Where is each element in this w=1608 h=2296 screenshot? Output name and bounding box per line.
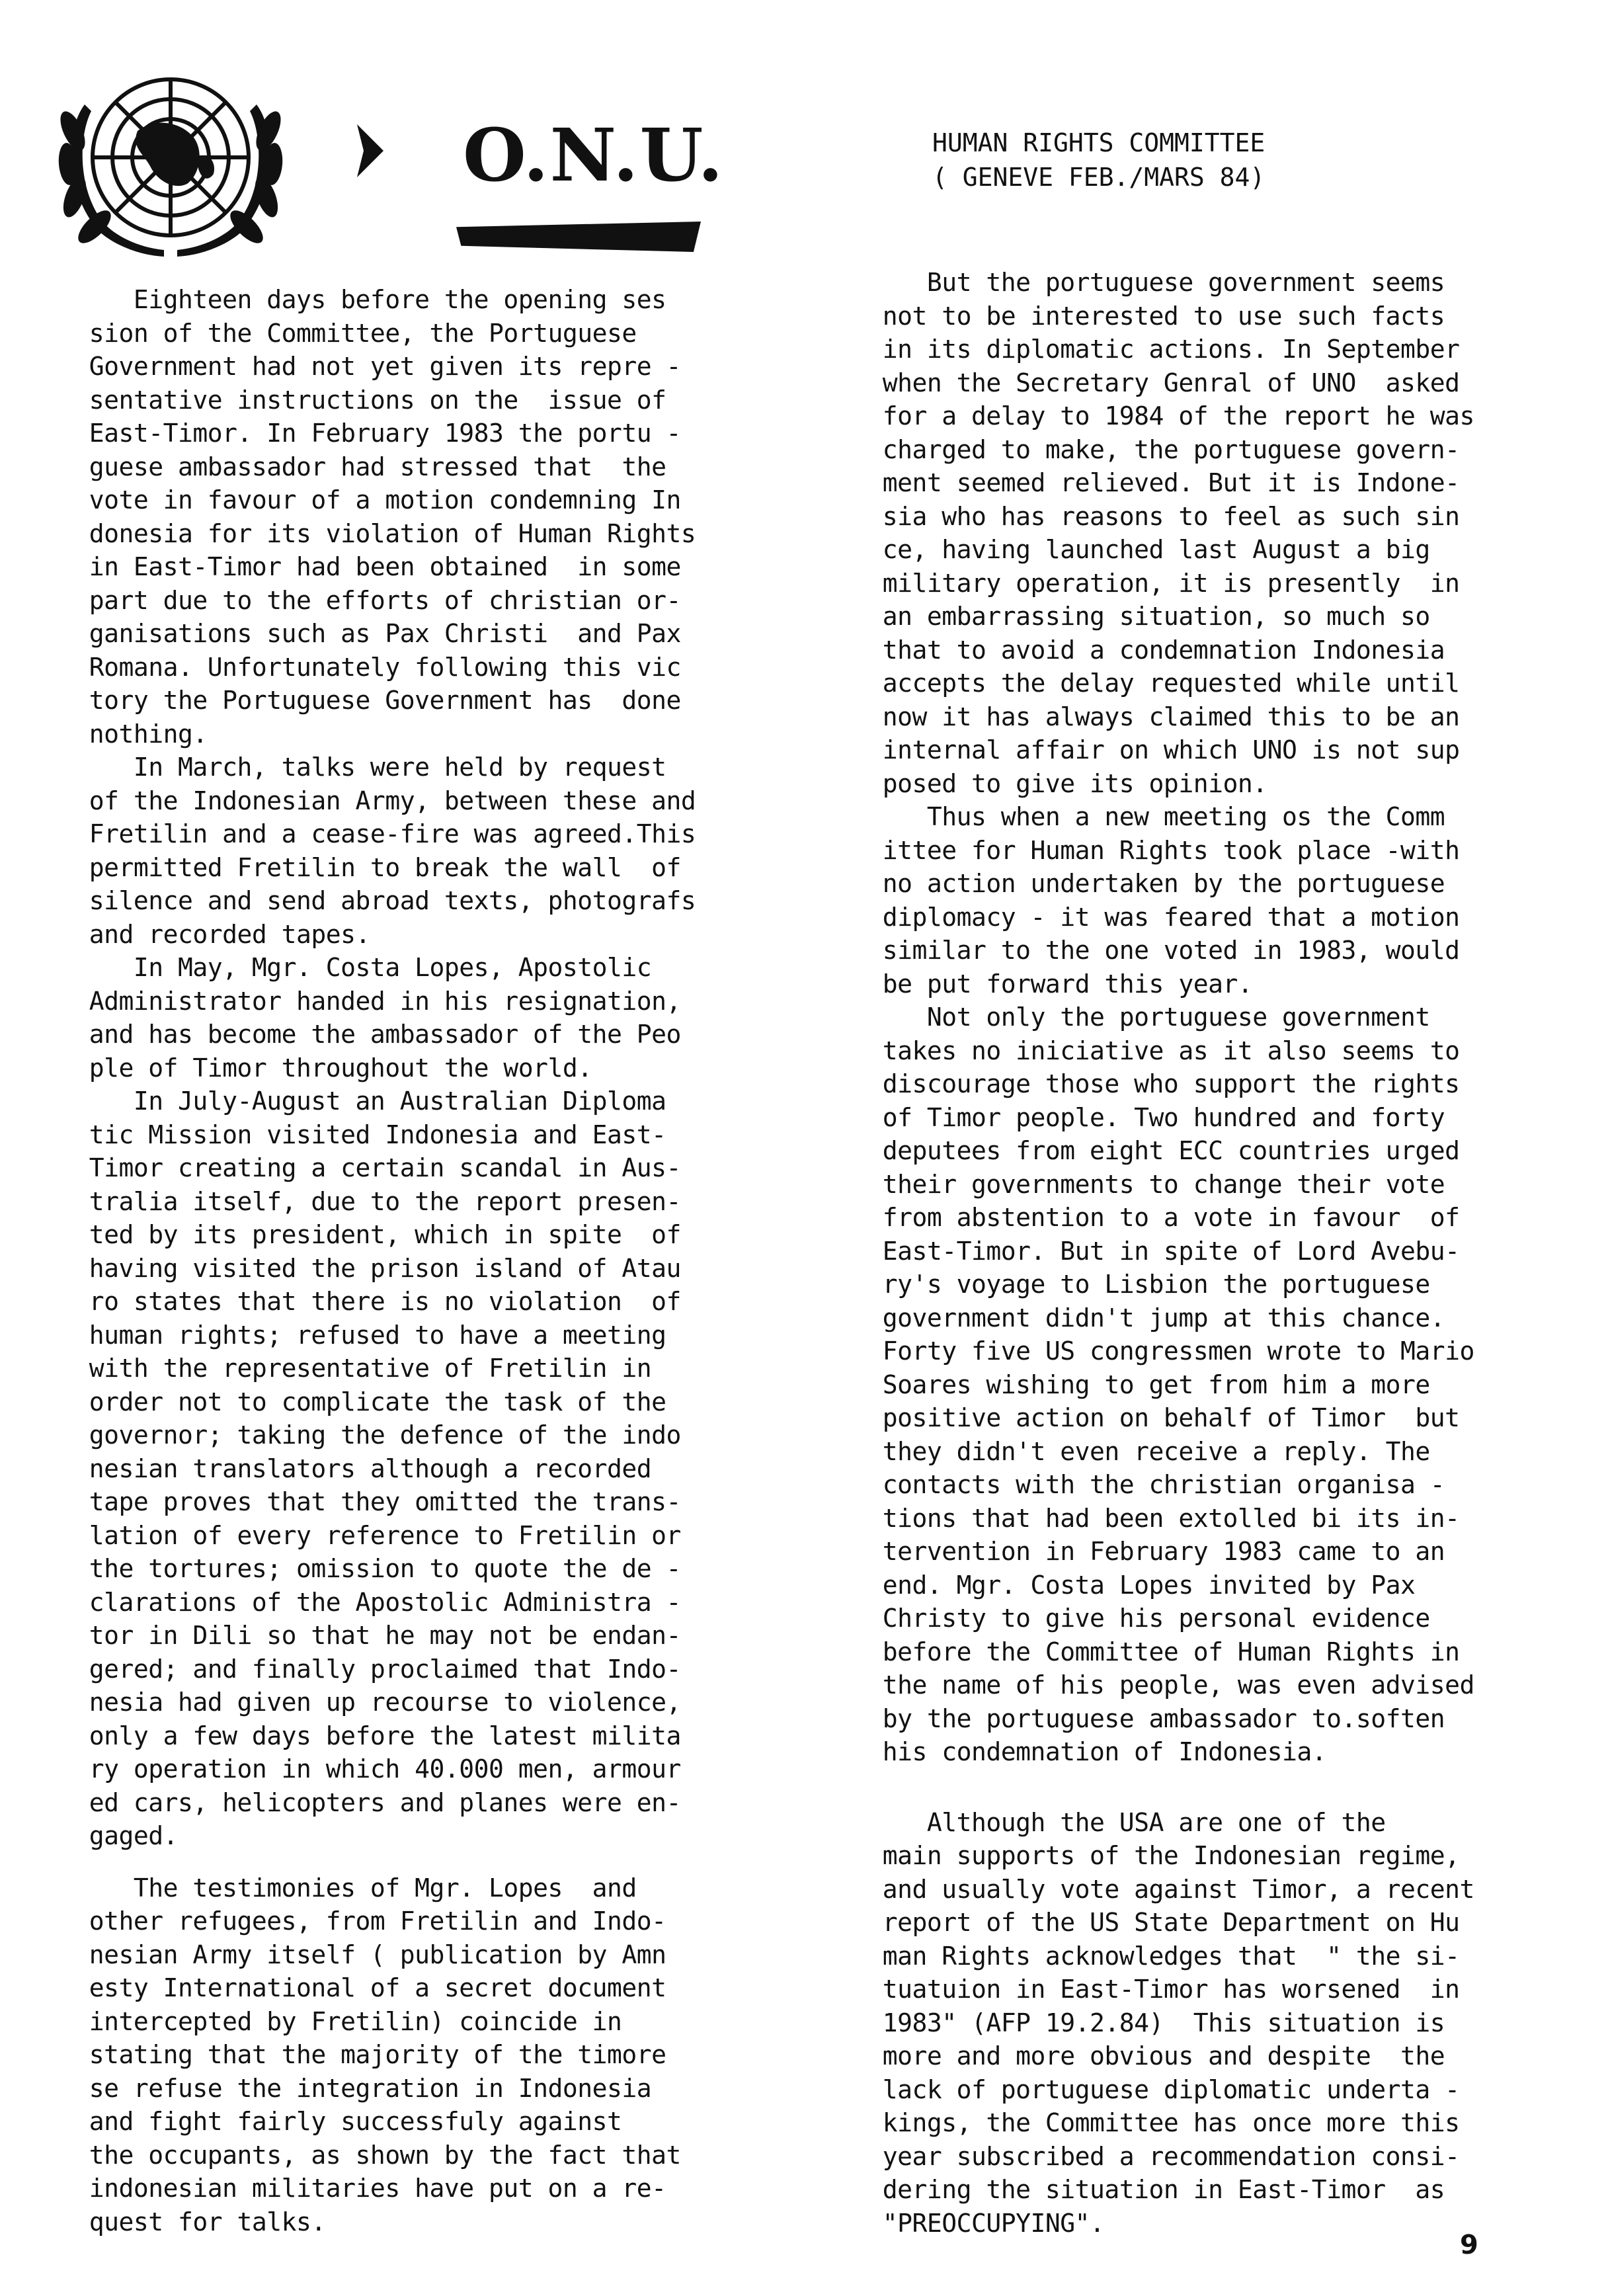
arrow-right-icon <box>354 118 387 184</box>
text-line: But the portuguese government seems <box>853 268 1445 297</box>
text-line: tralia itself, due to the report presen- <box>60 1186 681 1216</box>
text-line: The testimonies of Mgr. Lopes and <box>60 1873 637 1903</box>
text-line: report of the US State Department on Hu <box>853 1908 1460 1937</box>
text-line: sion of the Committee, the Portuguese <box>60 318 637 348</box>
text-line: having visited the prison island of Atau <box>60 1253 681 1283</box>
text-line: human rights; refused to have a meeting <box>60 1320 666 1350</box>
text-line: indonesian militaries have put on a re- <box>60 2174 666 2203</box>
text-line: ted by its president, which in spite of <box>60 1220 681 1249</box>
text-line: tic Mission visited Indonesia and East- <box>60 1120 666 1149</box>
text-line: end. Mgr. Costa Lopes invited by Pax <box>853 1570 1416 1600</box>
text-line: tape proves that they omitted the trans- <box>60 1487 681 1516</box>
text-line: nesian translators although a recorded <box>60 1454 652 1483</box>
text-line: tuatuion in East-Timor has worsened in <box>853 1975 1460 2004</box>
text-line: for a delay to 1984 of the report he was <box>853 401 1474 430</box>
text-line: diplomacy - it was feared that a motion <box>853 902 1460 932</box>
text-line: his condemnation of Indonesia. <box>853 1737 1327 1766</box>
text-line: ry's voyage to Lisbion the portuguese <box>853 1270 1430 1299</box>
text-line: by the portuguese ambassador to.soften <box>853 1703 1445 1733</box>
text-line: tor in Dili so that he may not be endan- <box>60 1621 681 1650</box>
text-line: part due to the efforts of christian or- <box>60 585 681 615</box>
text-line: and has become the ambassador of the Peo <box>60 1020 681 1049</box>
text-line: ittee for Human Rights took place -with <box>853 835 1460 865</box>
text-line: the occupants, as shown by the fact that <box>60 2140 681 2170</box>
text-line: the tortures; omission to quote the de - <box>60 1554 681 1583</box>
text-line: similar to the one voted in 1983, would <box>853 936 1460 965</box>
text-line: when the Secretary Genral of UNO asked <box>853 368 1460 397</box>
text-line: and recorded tapes. <box>60 919 370 949</box>
text-line: Not only the portuguese government <box>853 1003 1430 1032</box>
text-line: lack of portuguese diplomatic underta - <box>853 2074 1460 2104</box>
text-line: East-Timor. In February 1983 the portu - <box>60 419 681 448</box>
text-line: Timor creating a certain scandal in Aus- <box>60 1153 681 1182</box>
text-line: in its diplomatic actions. In September <box>853 335 1460 364</box>
text-line: main supports of the Indonesian regime, <box>853 1841 1460 1870</box>
page-title: O.N.U. <box>463 112 725 198</box>
text-line: dering the situation in East-Timor as <box>853 2175 1445 2204</box>
text-line: Forty five US congressmen wrote to Mario <box>853 1336 1474 1366</box>
text-line: government didn't jump at this chance. <box>853 1303 1445 1332</box>
text-line: from abstention to a vote in favour of <box>853 1203 1460 1232</box>
text-line: Administrator handed in his resignation, <box>60 986 681 1016</box>
text-line: discourage those who support the rights <box>853 1069 1460 1098</box>
text-line: ry operation in which 40.000 men, armour <box>60 1754 681 1784</box>
text-line: In March, talks were held by request <box>60 753 666 782</box>
text-line: se refuse the integration in Indonesia <box>60 2073 652 2103</box>
text-line: ganisations such as Pax Christi and Pax <box>60 619 681 648</box>
text-line: permitted Fretilin to break the wall of <box>60 852 681 882</box>
text-line: posed to give its opinion. <box>853 768 1267 798</box>
text-line: only a few days before the latest milita <box>60 1721 681 1750</box>
text-line: the name of his people, was even advised <box>853 1670 1474 1700</box>
text-line: vote in favour of a motion condemning In <box>60 485 681 514</box>
text-line: tions that had been extolled bi its in- <box>853 1503 1460 1533</box>
text-line: deputees from eight ECC countries urged <box>853 1136 1460 1165</box>
text-line: an embarrassing situation, so much so <box>853 602 1430 631</box>
text-line: Christy to give his personal evidence <box>853 1604 1430 1633</box>
text-line: gaged. <box>60 1821 179 1850</box>
text-line: quest for talks. <box>60 2207 326 2236</box>
text-line: Romana. Unfortunately following this vic <box>60 652 681 682</box>
text-line: Thus when a new meeting os the Comm <box>853 802 1445 831</box>
text-line: tory the Portuguese Government has done <box>60 686 681 715</box>
text-line: "PREOCCUPYING". <box>853 2208 1105 2238</box>
text-line: with the representative of Fretilin in <box>60 1354 652 1383</box>
text-line: sentative instructions on the issue of <box>60 385 666 415</box>
text-line: that to avoid a condemnation Indonesia <box>853 635 1445 665</box>
title-underline-bar <box>456 222 701 252</box>
text-line: accepts the delay requested while until <box>853 669 1460 698</box>
text-line: ed cars, helicopters and planes were en- <box>60 1787 681 1817</box>
text-line: kings, the Committee has once more this <box>853 2108 1460 2137</box>
text-line: ment seemed relieved. But it is Indone- <box>853 468 1460 497</box>
text-line: now it has always claimed this to be an <box>853 702 1460 731</box>
text-line: ple of Timor throughout the world. <box>60 1053 592 1083</box>
text-line: nothing. <box>60 719 208 749</box>
text-line: internal affair on which UNO is not sup <box>853 735 1460 764</box>
text-line: before the Committee of Human Rights in <box>853 1637 1460 1666</box>
committee-name: HUMAN RIGHTS COMMITTEE <box>932 128 1266 157</box>
text-line: of Timor people. Two hundred and forty <box>853 1102 1445 1132</box>
text-line: military operation, it is presently in <box>853 568 1460 598</box>
right-column <box>853 266 1541 2240</box>
text-line: tervention in February 1983 came to an <box>853 1537 1445 1566</box>
text-line: and fight fairly successfuly against <box>60 2107 622 2136</box>
text-line: ce, having launched last August a big <box>853 535 1430 564</box>
text-line: their governments to change their vote <box>853 1169 1445 1199</box>
text-line: year subscribed a recommendation consi- <box>853 2141 1460 2171</box>
text-line: more and more obvious and despite the <box>853 2041 1445 2070</box>
text-line: other refugees, from Fretilin and Indo- <box>60 1906 666 1936</box>
text-line: In July-August an Australian Diploma <box>60 1086 666 1116</box>
page-number: 9 <box>1460 2230 1478 2260</box>
text-line: no action undertaken by the portuguese <box>853 869 1445 898</box>
text-line: East-Timor. But in spite of Lord Avebu- <box>853 1236 1460 1266</box>
text-line: order not to complicate the task of the <box>60 1387 666 1416</box>
text-line: takes no iniciative as it also seems to <box>853 1036 1460 1065</box>
text-line: In May, Mgr. Costa Lopes, Apostolic <box>60 953 652 982</box>
text-line: charged to make, the portuguese govern- <box>853 434 1460 464</box>
committee-header <box>932 126 1265 194</box>
text-line: clarations of the Apostolic Administra - <box>60 1587 681 1617</box>
session-dates: ( GENEVE FEB./MARS 84) <box>932 163 1266 192</box>
text-line: man Rights acknowledges that " the si- <box>853 1941 1460 1971</box>
text-line: intercepted by Fretilin) coincide in <box>60 2006 622 2036</box>
text-line: they didn't even receive a reply. The <box>853 1436 1430 1466</box>
text-line: in East-Timor had been obtained in some <box>60 552 681 581</box>
text-line: donesia for its violation of Human Rights <box>60 518 696 548</box>
text-line: not to be interested to use such facts <box>853 301 1445 331</box>
text-line: Eighteen days before the opening ses <box>60 285 666 314</box>
text-line: positive action on behalf of Timor but <box>853 1403 1460 1432</box>
text-line: governor; taking the defence of the indo <box>60 1420 681 1450</box>
text-line: Fretilin and a cease-fire was agreed.This <box>60 819 696 848</box>
text-line: ro states that there is no violation of <box>60 1287 681 1316</box>
text-line: Soares wishing to get from him a more <box>853 1370 1430 1399</box>
text-line: Government had not yet given its repre - <box>60 352 681 381</box>
text-line: of the Indonesian Army, between these and <box>60 786 696 815</box>
text-line: stating that the majority of the timore <box>60 2040 666 2069</box>
text-line: silence and send abroad texts, photografs <box>60 886 696 915</box>
text-line: Although the USA are one of the <box>853 1807 1386 1837</box>
text-line: gered; and finally proclaimed that Indo- <box>60 1654 681 1684</box>
text-line: lation of every reference to Fretilin or <box>60 1520 681 1550</box>
un-emblem-icon <box>38 58 303 270</box>
text-line: 1983" (AFP 19.2.84) This situation is <box>853 2008 1445 2037</box>
text-line: esty International of a secret document <box>60 1973 666 2002</box>
text-line: contacts with the christian organisa - <box>853 1470 1445 1499</box>
text-line: and usually vote against Timor, a recent <box>853 1874 1474 1904</box>
left-column <box>60 283 774 2238</box>
text-line: be put forward this year. <box>853 969 1253 999</box>
text-line: nesia had given up recourse to violence, <box>60 1688 681 1717</box>
text-line: sia who has reasons to feel as such sin <box>853 501 1460 531</box>
text-line: nesian Army itself ( publication by Amn <box>60 1940 666 1969</box>
text-line: guese ambassador had stressed that the <box>60 452 666 481</box>
